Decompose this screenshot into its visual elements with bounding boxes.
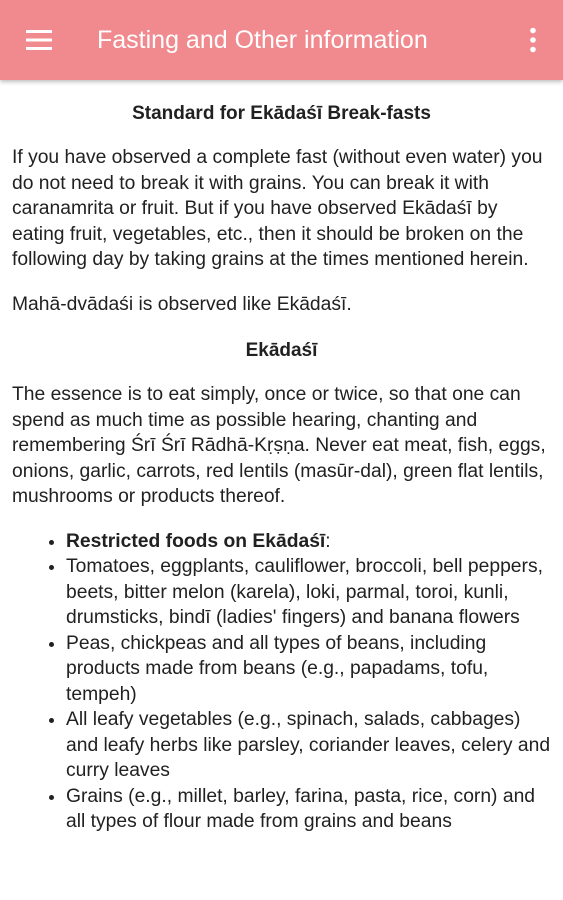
list-item-title	[66, 529, 551, 555]
paragraph-ekadasi-essence: The essence is to eat simply, once or twice, so that one can spend as much time as possible hearing, chanting and remembering Śrī Śrī Rādhā-Kṛṣṇa. Never eat meat, fish, eggs, onions, garlic, carrots, red lentils (masūr-dal), green flat lentils, mushrooms or products thereof.	[12, 384, 546, 507]
list-item: • Peas, chickpeas and all types of beans, including products made from beans (e.g., papadams, tofu, tempeh)	[66, 631, 551, 708]
paragraph-breakfast-rules: If you have observed a complete fast (without even water) you do not need to break it with grains. You can break it with caranamrita or fruit. But if you have observed Ekādaśī by eating fruit, vegetables, etc., then it should be broken on the following day by taking grains at the times mentioned herein.	[12, 147, 543, 270]
section-heading-breakfasts: Standard for Ekādaśī Break-fasts	[132, 103, 431, 124]
section-heading-ekadasi: Ekādaśī	[245, 340, 318, 361]
paragraph-maha-dvadasi: Mahā-dvādaśi is observed like Ekādaśī.	[12, 293, 352, 315]
hamburger-menu-icon	[26, 30, 52, 50]
restricted-foods-list	[12, 529, 551, 835]
list-item: • Tomatoes, eggplants, cauliflower, broccoli, bell peppers, beets, bitter melon (karela), loki, parmal, toroi, kunli, drumsticks, bindī (ladies' fingers) and banana flowers	[66, 554, 551, 631]
list-title-colon: :	[325, 530, 331, 552]
app-title: Fasting and Other information	[97, 25, 428, 54]
list-item: • Grains (e.g., millet, barley, farina, pasta, rice, corn) and all types of flour made from grains and beans	[66, 784, 551, 835]
app-bar	[0, 0, 563, 80]
menu-button[interactable]	[19, 20, 59, 60]
more-vertical-icon	[529, 27, 537, 53]
list-title: Restricted foods on Ekādaśī	[66, 530, 326, 552]
more-options-button[interactable]	[517, 20, 549, 60]
article-content[interactable]	[0, 80, 563, 900]
list-item: • All leafy vegetables (e.g., spinach, salads, cabbages) and leafy herbs like parsley, coriander leaves, celery and curry leaves	[66, 707, 551, 784]
